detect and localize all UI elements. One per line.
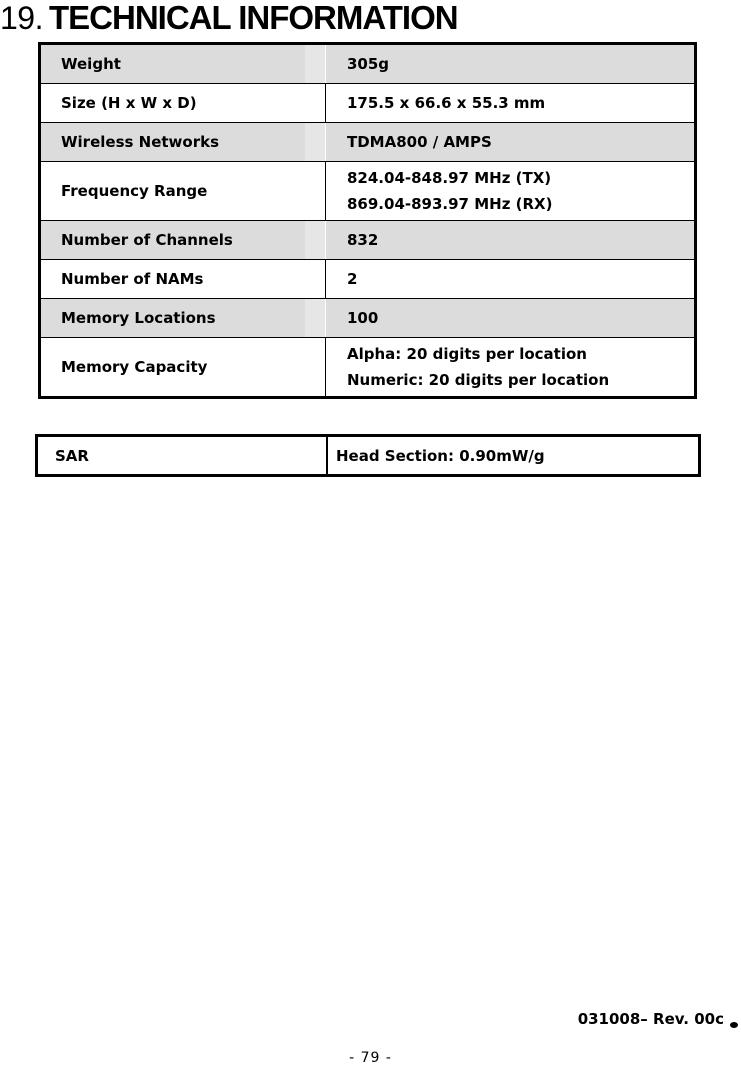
row-value-number-of-nams [326, 260, 696, 299]
row-label-memory-capacity: Memory Capacity [40, 338, 326, 398]
value-line: 305g [347, 55, 390, 73]
row-label-size: Size (H x W x D) [40, 84, 326, 123]
table-row [37, 436, 700, 476]
sar-value: Head Section: 0.90mW/g [327, 436, 700, 476]
row-value-wireless-networks [326, 123, 696, 162]
sar-table [35, 434, 701, 477]
value-line: 2 [347, 270, 358, 288]
section-heading [0, 0, 458, 36]
row-label-frequency-range: Frequency Range [40, 162, 326, 221]
value-line: 175.5 x 66.6 x 55.3 mm [347, 94, 546, 112]
value-line: TDMA800 / AMPS [347, 133, 492, 151]
revision-label: 031008– Rev. 00c [577, 1010, 724, 1028]
row-label-weight: Weight [40, 44, 326, 84]
row-value-memory-locations [326, 299, 696, 338]
table-row [40, 123, 696, 162]
sar-label: SAR [37, 436, 328, 476]
row-value-frequency-range [326, 162, 696, 221]
bullet-dot-icon [730, 1022, 738, 1028]
table-row [40, 260, 696, 299]
table-row [40, 299, 696, 338]
section-number: 19. [0, 0, 43, 36]
row-value-number-of-channels [326, 221, 696, 260]
table-row [40, 44, 696, 84]
table-row [40, 162, 696, 221]
value-line: 824.04-848.97 MHz (TX) [347, 169, 552, 187]
table-row [40, 84, 696, 123]
row-label-wireless-networks: Wireless Networks [40, 123, 326, 162]
value-line: Numeric: 20 digits per location [347, 371, 610, 389]
row-label-number-of-nams: Number of NAMs [40, 260, 326, 299]
value-line: 100 [347, 309, 379, 327]
row-value-weight [326, 44, 696, 84]
page-title: TECHNICAL INFORMATION [48, 0, 458, 36]
row-value-size [326, 84, 696, 123]
row-label-memory-locations: Memory Locations [40, 299, 326, 338]
value-line: Alpha: 20 digits per location [347, 345, 587, 363]
page-number: - 79 - [349, 1050, 392, 1066]
value-line: 832 [347, 231, 379, 249]
table-row [40, 221, 696, 260]
technical-info-table [38, 42, 697, 399]
row-label-number-of-channels: Number of Channels [40, 221, 326, 260]
value-line: 869.04-893.97 MHz (RX) [347, 195, 553, 213]
table-row [40, 338, 696, 398]
row-value-memory-capacity [326, 338, 696, 398]
